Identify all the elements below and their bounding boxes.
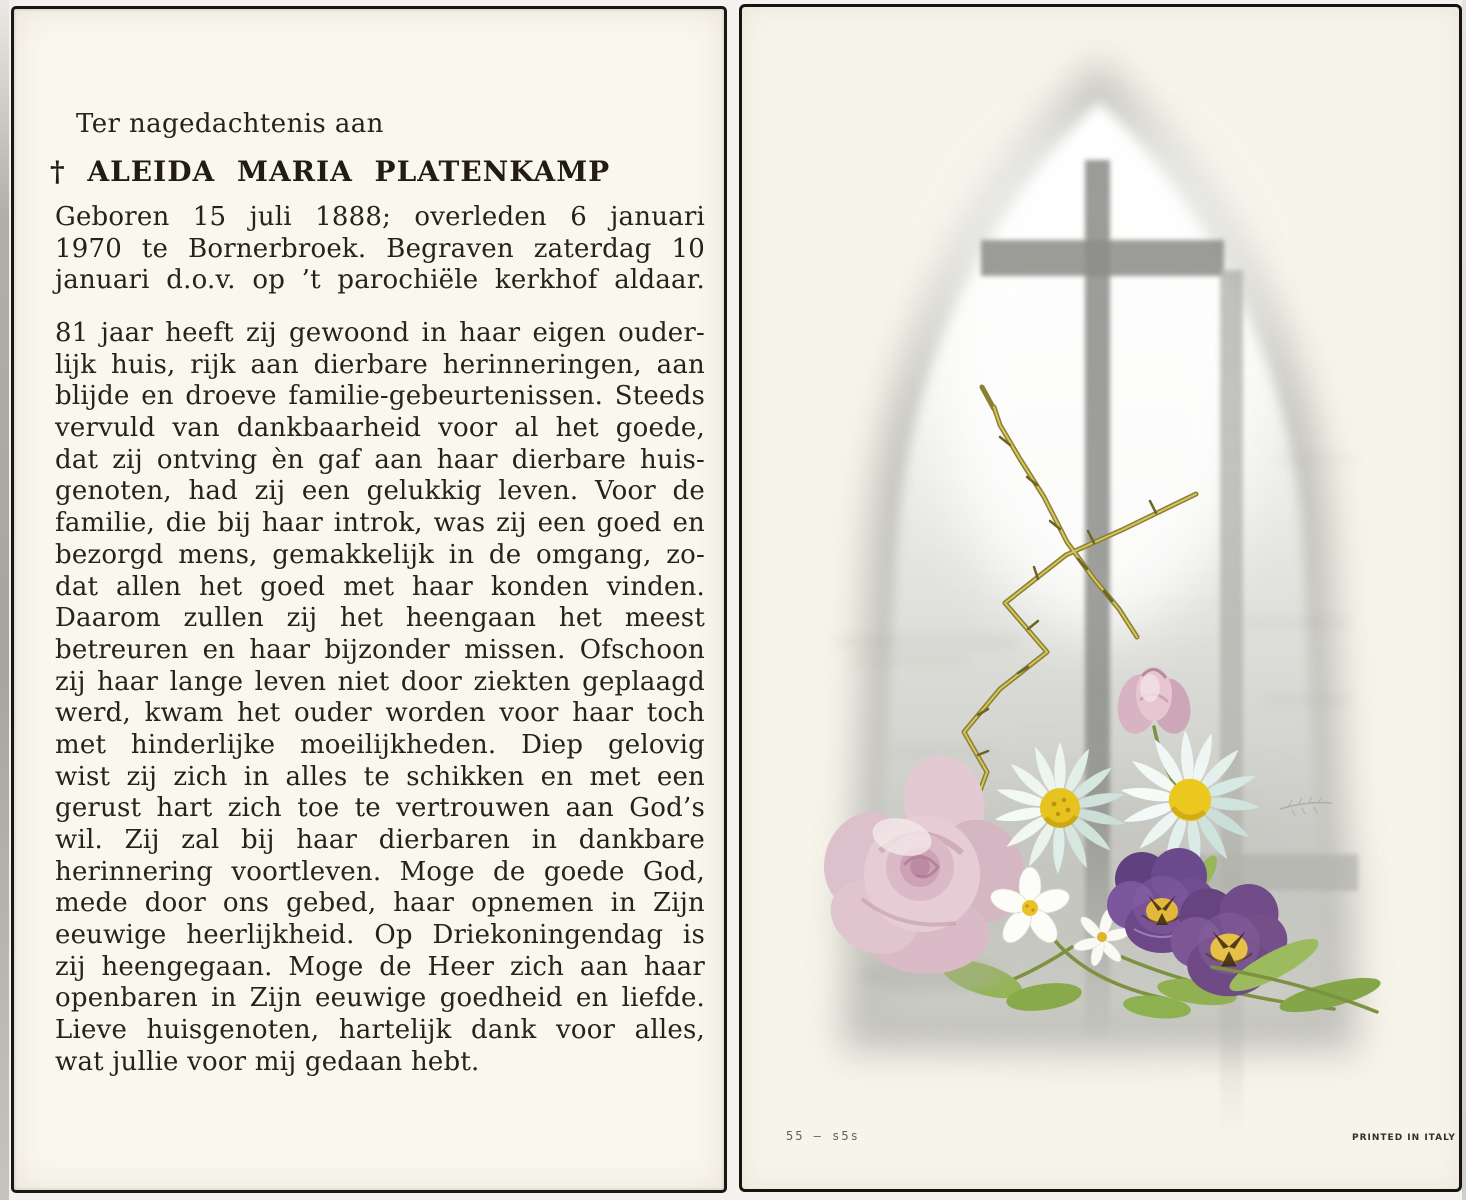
dates-paragraph	[55, 202, 705, 297]
printed-in-italy-mark: PRINTED IN ITALY	[1352, 1133, 1456, 1143]
text-line: 1970 te Bornerbroek. Begraven zaterdag 10	[55, 233, 705, 264]
text-line: 81 jaar heeft zij gewoond in haar eigen ouder-	[55, 318, 705, 348]
text-line: herinnering voortleven. Moge de goede God,	[55, 856, 705, 887]
printer-series-mark: 55 — s5s	[786, 1129, 860, 1143]
text-line: wil. Zij zal bij haar dierbaren in dankbare	[55, 825, 705, 855]
text-line: lijk huis, rijk aan dierbare herinneringen, aan	[55, 349, 705, 380]
text-line: genoten, had zij een gelukkig leven. Voor de	[55, 476, 705, 507]
text-line: familie, die bij haar introk, was zij een goed en	[55, 508, 705, 539]
text-line: wat jullie voor mij gedaan hebt.	[55, 1046, 480, 1077]
scanner-edge-shadow-right	[1462, 0, 1466, 1200]
text-line: betreuren en haar bijzonder missen. Ofschoon	[55, 634, 705, 665]
text-line: wist zij zich in alles te schikken en met een	[55, 761, 705, 792]
scanner-edge-shadow	[0, 0, 9, 1200]
text-line: eeuwige heerlijkheid. Op Driekoningendag is	[55, 920, 705, 951]
text-line: bezorgd mens, gemakkelijk in de omgang, zo-	[55, 539, 705, 570]
text-line: blijde en droeve familie-gebeurtenissen. Steeds	[55, 381, 705, 412]
text-line: dat zij ontving èn gaf aan haar dierbare huis-	[55, 444, 705, 475]
text-line: Daarom zullen zij het heengaan het meest	[55, 603, 705, 634]
deceased-name: † ALEIDA MARIA PLATENKAMP	[50, 155, 611, 188]
text-line: dat allen het goed met haar konden vinden.	[55, 571, 705, 602]
holy-card-artwork	[742, 7, 1459, 1189]
memorial-card-image-side	[739, 4, 1462, 1192]
intro-line: Ter nagedachtenis aan	[76, 109, 384, 139]
text-line: gerust hart zich toe te vertrouwen aan God’s	[55, 793, 705, 824]
text-line: mede door ons gebed, haar opnemen in Zijn	[55, 888, 705, 919]
text-line: openbaren in Zijn eeuwige goedheid en liefde.	[55, 983, 705, 1014]
text-line: zij heengegaan. Moge de Heer zich aan haar	[55, 951, 705, 982]
text-line: vervuld van dankbaarheid voor al het goede,	[55, 413, 705, 444]
text-line: werd, kwam het ouder worden voor haar toch	[55, 698, 705, 729]
text-line: zij haar lange leven niet door ziekten geplaagd	[55, 666, 705, 697]
text-line: Lieve huisgenoten, hartelijk dank voor alles,	[55, 1015, 705, 1046]
text-line: met hinderlijke moeilijkheden. Diep gelovig	[55, 729, 705, 760]
memorial-card-text-side	[11, 6, 727, 1193]
text-line: Geboren 15 juli 1888; overleden 6 januari	[55, 202, 705, 232]
text-line: januari d.o.v. op ’t parochiële kerkhof aldaar.	[55, 265, 705, 296]
memorial-text-paragraph	[55, 318, 705, 1079]
